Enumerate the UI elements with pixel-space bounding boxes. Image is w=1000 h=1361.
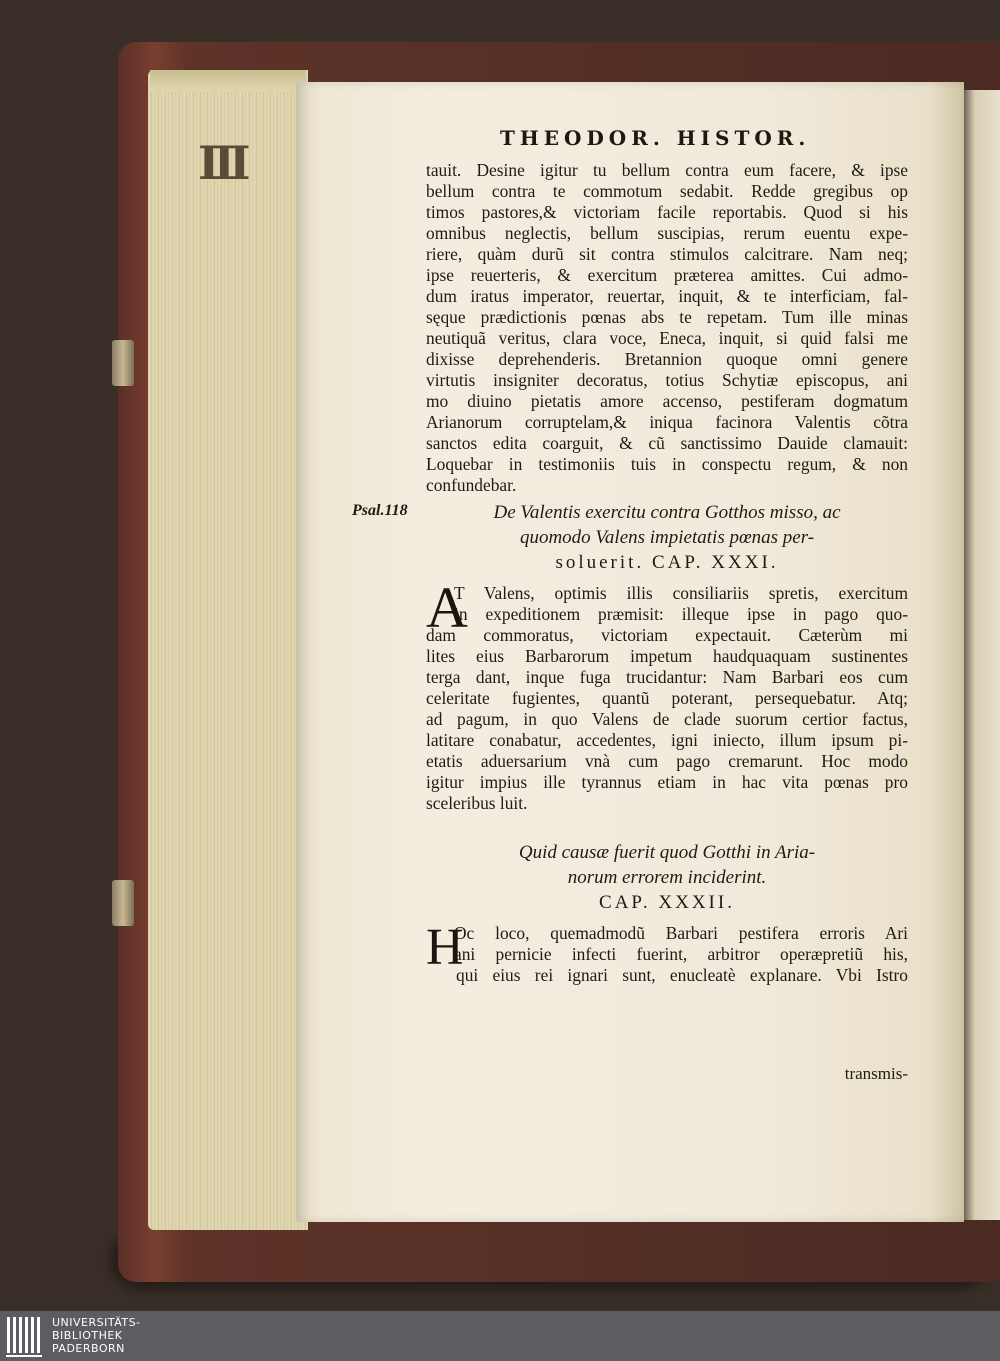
library-logo-icon [6, 1315, 46, 1359]
facing-page-edge [964, 90, 1000, 1220]
text-line: Oc loco, quemadmodũ Barbari pestifera erroris Ari [454, 923, 908, 943]
text-line: celeritate fugientes, quantũ poterant, persequebatur. Atq; [426, 688, 908, 708]
text-line: lites eius Barbarorum impetum haudquaquam sustinentes [426, 646, 908, 666]
drop-capital: H [426, 919, 464, 976]
text-line: qui eius rei ignari sunt, enucleatè explanare. Vbi Istro [456, 965, 908, 985]
text-line: etatis aduersarium vnà cum pago cremarunt. Hoc modo [426, 751, 908, 771]
heading-line: Quid causæ fuerit quod Gotthi in Aria- [518, 842, 816, 863]
text-line: bellum contra te commotum sedabit. Redde gregibus op [426, 181, 908, 201]
shelf-mark: III [198, 136, 245, 190]
library-name-line: UNIVERSITÄTS- [52, 1316, 141, 1329]
text-line: sceleribus luit. [426, 793, 528, 813]
library-name-line: PADERBORN [52, 1342, 125, 1355]
text-line: ipse reuerteris, & exercitum præterea amittes. Cui admo- [426, 265, 908, 285]
text-line: sęque prædictionis pœnas abs te repetam. Tum ille minas [426, 307, 908, 327]
paragraph-1 [426, 160, 908, 496]
clasp-lower [112, 880, 134, 926]
library-footer [0, 1311, 1000, 1361]
library-name-line: BIBLIOTHEK [52, 1329, 123, 1342]
text-line: latitare conabatur, accedentes, igni iniecto, illum ipsum pi- [426, 730, 908, 750]
running-head: THEODOR. HISTOR. [500, 126, 811, 150]
heading-line: norum errorem inciderint. [567, 867, 767, 888]
drop-capital: A [426, 575, 468, 640]
text-line: omnibus neglectis, bellum suscipias, rerum euentu expe- [426, 223, 908, 243]
text-line: T Valens, optimis illis consiliariis spretis, exercitum [454, 583, 908, 603]
text-line: dam commoratus, victoriam expectauit. Cæterùm mi [426, 625, 908, 645]
margin-note: Psal.118 [352, 502, 408, 519]
heading-line: quomodo Valens impietatis pœnas per- [519, 527, 815, 548]
text-line: Arianorum corruptelam,& iniqua facinora Valentis cõtra [426, 412, 908, 432]
text-line: igitur impius ille tyrannus etiam in hac vita pœnas pro [426, 772, 908, 792]
paragraph-3 [426, 919, 908, 986]
paragraph-2 [426, 575, 908, 814]
chapter-heading-31 [426, 500, 908, 575]
chapter-heading-32 [426, 840, 908, 915]
text-line: Loquebar in testimoniis tuis in conspectu regum, & non [426, 454, 908, 474]
page-edges [148, 70, 308, 1230]
text-line: ad pagum, in quo Valens de clade suorum certior factus, [426, 709, 908, 729]
text-line: confundebar. [426, 475, 517, 495]
page-edges-top [150, 70, 305, 92]
text-line: ani pernicie infecti fuerint, arbitror operæpretiũ his, [454, 944, 908, 964]
text-line: virtutis insigniter decoratus, totius Schytiæ episcopus, ani [426, 370, 908, 390]
text-line: terga dant, inque fuga trucidantur: Nam Barbari eos cum [426, 667, 908, 687]
text-line: in expeditionem præmisit: illeque ipse in pago quo- [454, 604, 908, 624]
clasp-upper [112, 340, 134, 386]
text-line: tauit. Desine igitur tu bellum contra eum facere, & ipse [426, 160, 908, 180]
text-line: riere, quàm durũ sit contra stimulos calcitrare. Nam neq; [426, 244, 908, 264]
catchword: transmis- [844, 1064, 908, 1083]
text-line: timos pastores,& victoriam facile reportabis. Quod si his [426, 202, 908, 222]
text-line: dum iratus imperator, reuertar, inquit, & te interficiam, fal- [426, 286, 908, 306]
heading-line: CAP. XXXII. [599, 892, 735, 913]
text-line: neutiquã veritus, clara voce, Eneca, inquit, si quid falsi me [426, 328, 908, 348]
heading-line: De Valentis exercitu contra Gotthos misso, ac [493, 502, 841, 523]
text-line: mo diuino pietatis amore accenso, pestiferam dogmatum [426, 391, 908, 411]
text-line: sanctos edita coarguit, & cũ sanctissimo Dauide clamauit: [426, 433, 908, 453]
heading-line: soluerit. CAP. XXXI. [555, 552, 779, 573]
library-name [52, 1316, 141, 1355]
text-line: dixisse deprehenderis. Bretannion quoque omni genere [426, 349, 908, 369]
text-block [426, 160, 908, 986]
